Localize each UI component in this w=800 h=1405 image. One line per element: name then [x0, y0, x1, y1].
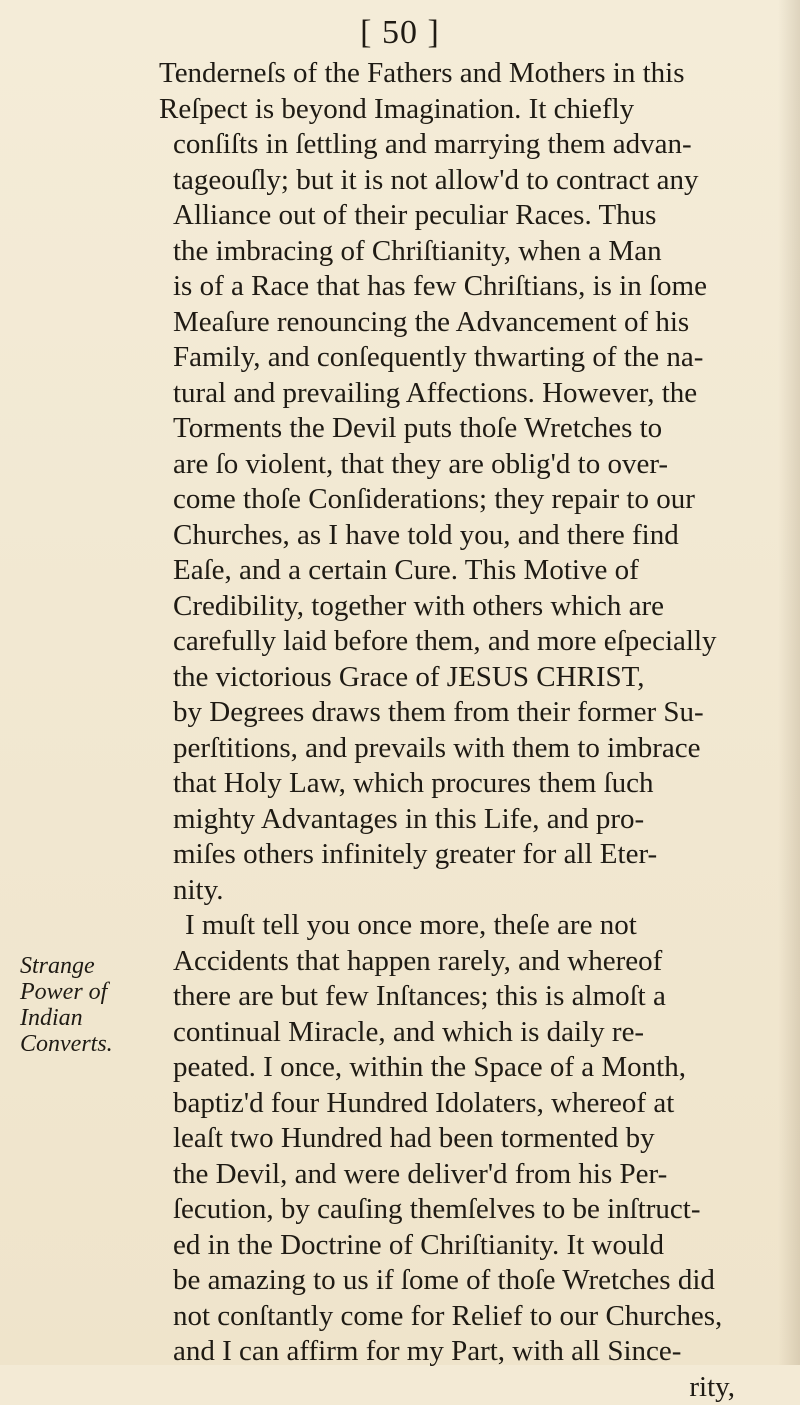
- page-number: [ 50 ]: [0, 14, 800, 52]
- text-line: conſiſts in ſettling and marrying them advan-: [145, 127, 785, 163]
- text-line: ſecution, by cauſing themſelves to be inſtruct-: [145, 1192, 785, 1228]
- text-line: there are but few Inſtances; this is almoſt a: [145, 979, 785, 1015]
- text-line: Reſpect is beyond Imagination. It chiefly: [145, 92, 785, 128]
- text-line: the imbracing of Chriſtianity, when a Man: [145, 234, 785, 270]
- text-line: Alliance out of their peculiar Races. Thus: [145, 198, 785, 234]
- text-line: the victorious Grace of JESUS CHRIST,: [145, 660, 785, 696]
- text-line: leaſt two Hundred had been tormented by: [145, 1121, 785, 1157]
- page-edge-shadow: [778, 0, 800, 1365]
- margin-note-line: Power of: [20, 979, 160, 1005]
- catchword: rity,: [145, 1370, 785, 1405]
- text-line: Churches, as I have told you, and there find: [145, 518, 785, 554]
- text-line: Accidents that happen rarely, and whereof: [145, 944, 785, 980]
- text-line: Tenderneſs of the Fathers and Mothers in this: [145, 56, 785, 92]
- text-line: and I can affirm for my Part, with all Since-: [145, 1334, 785, 1370]
- margin-note-line: Indian: [20, 1005, 160, 1031]
- text-line: mighty Advantages in this Life, and pro-: [145, 802, 785, 838]
- text-line: Eaſe, and a certain Cure. This Motive of: [145, 553, 785, 589]
- text-line: by Degrees draws them from their former Su-: [145, 695, 785, 731]
- text-line: carefully laid before them, and more eſpecially: [145, 624, 785, 660]
- text-line: are ſo violent, that they are oblig'd to over-: [145, 447, 785, 483]
- text-line: baptiz'd four Hundred Idolaters, whereof at: [145, 1086, 785, 1122]
- text-line: come thoſe Conſiderations; they repair to our: [145, 482, 785, 518]
- body-text: [145, 56, 785, 1405]
- text-line: tageouſly; but it is not allow'd to contract any: [145, 163, 785, 199]
- text-line: miſes others infinitely greater for all Eter-: [145, 837, 785, 873]
- margin-note: [20, 953, 160, 1057]
- text-line: ed in the Doctrine of Chriſtianity. It would: [145, 1228, 785, 1264]
- text-line: not conſtantly come for Relief to our Churches,: [145, 1299, 785, 1335]
- text-line: Family, and conſequently thwarting of the na-: [145, 340, 785, 376]
- text-line: tural and prevailing Affections. However, the: [145, 376, 785, 412]
- text-line: is of a Race that has few Chriſtians, is in ſome: [145, 269, 785, 305]
- text-line: the Devil, and were deliver'd from his Per-: [145, 1157, 785, 1193]
- margin-note-line: Converts.: [20, 1031, 160, 1057]
- text-line: continual Miracle, and which is daily re-: [145, 1015, 785, 1051]
- margin-note-line: Strange: [20, 953, 160, 979]
- text-line: nity.: [145, 873, 785, 909]
- text-line: Meaſure renouncing the Advancement of his: [145, 305, 785, 341]
- text-line: be amazing to us if ſome of thoſe Wretches did: [145, 1263, 785, 1299]
- text-line: I muſt tell you once more, theſe are not: [145, 908, 785, 944]
- text-line: that Holy Law, which procures them ſuch: [145, 766, 785, 802]
- text-line: Credibility, together with others which are: [145, 589, 785, 625]
- text-line: perſtitions, and prevails with them to imbrace: [145, 731, 785, 767]
- text-line: Torments the Devil puts thoſe Wretches to: [145, 411, 785, 447]
- text-line: peated. I once, within the Space of a Month,: [145, 1050, 785, 1086]
